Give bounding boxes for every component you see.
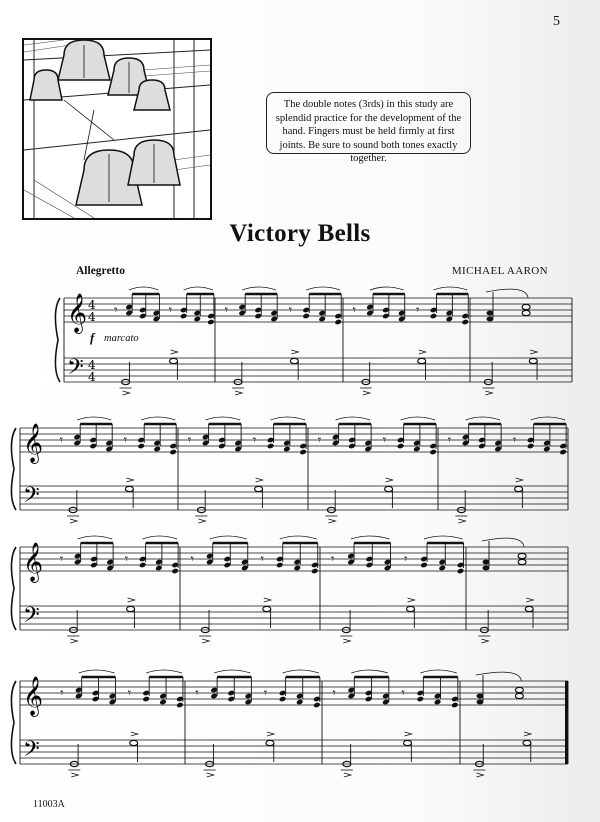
eighth-rest: 𝄾 <box>416 303 420 318</box>
bass-notes <box>120 350 178 395</box>
bass-notes <box>232 350 298 395</box>
eighth-rest: 𝄾 <box>59 552 64 567</box>
eighth-rest: 𝄾 <box>124 552 129 567</box>
tempo-marking: Allegretto <box>76 265 125 277</box>
measure <box>486 289 530 321</box>
treble-clef-icon: 𝄞 <box>23 542 44 582</box>
eighth-rest: 𝄾 <box>59 433 64 448</box>
treble-clef-icon: 𝄞 <box>23 676 44 716</box>
practice-instructions: The double notes (3rds) in this study are splendid practice for the development of the hand. Fingers must be held firmly at first joints. Be sure to sound both tones exactly together. <box>266 92 471 154</box>
time-signature: 4 <box>88 310 96 324</box>
bass-notes <box>482 350 537 395</box>
eighth-rest: 𝄾 <box>114 303 118 318</box>
brace <box>11 428 16 510</box>
eighth-rest: 𝄾 <box>401 686 405 701</box>
bass-notes <box>455 478 522 523</box>
eighth-rest: 𝄾 <box>382 433 387 448</box>
time-signature: 4 <box>88 370 96 384</box>
bass-notes <box>478 598 533 643</box>
eighth-rest: 𝄾 <box>330 552 335 567</box>
eighth-rest: 𝄾 <box>332 686 336 701</box>
eighth-rest: 𝄾 <box>224 303 229 318</box>
treble-staff <box>20 428 568 452</box>
brace <box>11 681 16 764</box>
bass-clef-icon: 𝄢 <box>23 483 40 513</box>
bass-clef-icon: 𝄢 <box>23 603 40 633</box>
treble-staff <box>20 681 568 705</box>
time-signature: 4 <box>88 298 96 312</box>
final-barline <box>565 681 568 764</box>
bass-clef-icon: 𝄢 <box>67 355 84 385</box>
dynamic-marking: f <box>90 330 95 345</box>
catalog-number: 11003A <box>33 799 65 810</box>
bass-notes <box>360 350 426 395</box>
eighth-rest: 𝄾 <box>263 686 268 701</box>
bass-clef-icon: 𝄢 <box>23 737 40 767</box>
bass-staff <box>20 606 568 630</box>
eighth-rest: 𝄾 <box>123 433 128 448</box>
bass-notes <box>67 478 133 523</box>
bass-notes <box>195 478 262 523</box>
eighth-rest: 𝄾 <box>127 686 132 701</box>
piece-title: Victory Bells <box>229 220 371 247</box>
measure <box>482 538 526 570</box>
eighth-rest: 𝄾 <box>317 433 322 448</box>
bass-staff <box>20 740 568 764</box>
composer-name: MICHAEL AARON <box>451 265 548 277</box>
bass-notes <box>199 598 271 643</box>
eighth-rest: 𝄾 <box>512 433 517 448</box>
bass-staff <box>64 358 572 382</box>
eighth-rest: 𝄾 <box>60 686 64 701</box>
bass-notes <box>325 478 392 523</box>
eighth-rest: 𝄾 <box>195 686 199 701</box>
bass-notes <box>67 598 134 643</box>
brace <box>55 298 60 382</box>
eighth-rest: 𝄾 <box>187 433 192 448</box>
bass-notes <box>340 598 414 643</box>
time-signature: 4 <box>88 358 96 372</box>
eighth-rest: 𝄾 <box>403 552 408 567</box>
measure <box>476 672 523 704</box>
bass-notes <box>341 732 412 777</box>
brace <box>11 547 16 630</box>
eighth-rest: 𝄾 <box>352 303 356 318</box>
eighth-rest: 𝄾 <box>447 433 452 448</box>
eighth-rest: 𝄾 <box>252 433 257 448</box>
expression-marking: marcato <box>104 333 139 344</box>
bass-notes <box>68 732 137 777</box>
bass-notes <box>473 732 531 777</box>
treble-clef-icon: 𝄞 <box>67 293 88 333</box>
eighth-rest: 𝄾 <box>168 303 173 318</box>
treble-clef-icon: 𝄞 <box>23 423 44 463</box>
eighth-rest: 𝄾 <box>260 552 264 567</box>
eighth-rest: 𝄾 <box>288 303 293 318</box>
bass-staff <box>20 486 568 510</box>
page-number: 5 <box>553 14 560 29</box>
bass-notes <box>204 732 274 777</box>
eighth-rest: 𝄾 <box>190 552 194 567</box>
